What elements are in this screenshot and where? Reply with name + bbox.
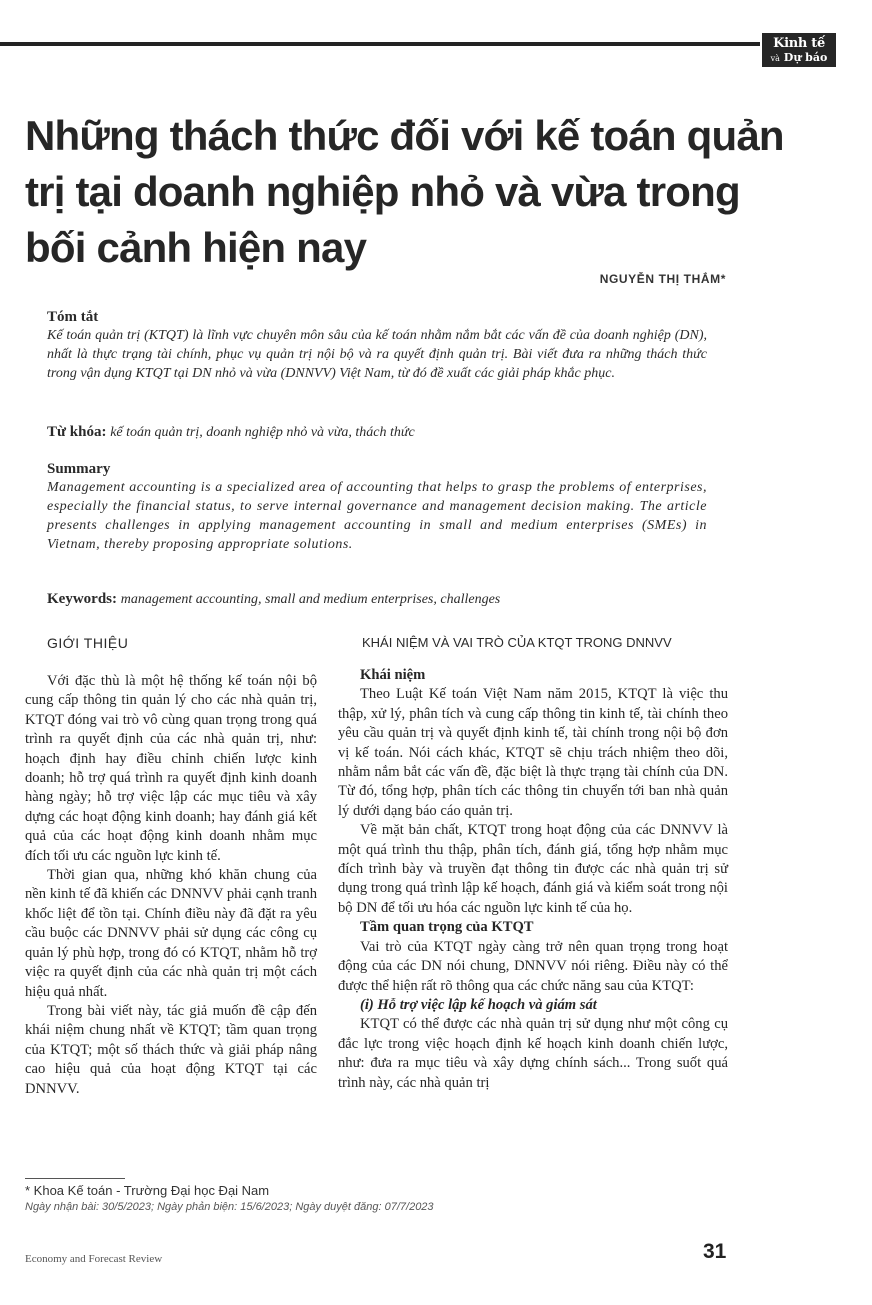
page-number: 31 xyxy=(703,1240,727,1263)
intro-paragraph-3: Trong bài viết này, tác giả muốn đề cập đến khái niệm chung nhất về KTQT; tầm quan trọng của KTQT; một số thách thức và giải pháp nâng cao hiệu quả của hoạt động KTQT tại các DNNVV. xyxy=(25,1002,317,1097)
logo-line1: Kinh tế xyxy=(773,36,825,51)
section-heading-intro: GIỚI THIỆU xyxy=(47,635,129,651)
logo-line2-text: Dự báo xyxy=(783,51,828,64)
abstract-en-heading: Summary xyxy=(47,461,111,477)
keywords-en-text: management accounting, small and medium enterprises, challenges xyxy=(120,592,501,607)
keywords-en xyxy=(47,590,707,609)
submission-dates: Ngày nhận bài: 30/5/2023; Ngày phản biện: 15/6/2023; Ngày duyệt đăng: 07/7/2023 xyxy=(25,1201,434,1213)
header-rule xyxy=(0,42,760,46)
footnote-rule xyxy=(25,1178,125,1179)
abstract-en xyxy=(47,460,707,554)
keywords-vi-label: Từ khóa: xyxy=(47,424,107,440)
abstract-en-text: Management accounting is a specialized area of accounting that helps to grasp the problems of enterprises, especially the financial status, to serve internal governance and management decision making. The article presents challenges in applying management accounting in small and medium enterprises (SMEs) in Vietnam, thereby proposing appropriate solutions. xyxy=(47,480,707,552)
subheading-planning: (i) Hỗ trợ việc lập kế hoạch và giám sát xyxy=(360,996,597,1013)
abstract-vi-heading: Tóm tắt xyxy=(47,309,99,325)
concept-paragraph-1: Theo Luật Kế toán Việt Nam năm 2015, KTQT là việc thu thập, xử lý, phân tích và cung cấp thông tin kinh tế, tài chính theo yêu cầu quản trị và quyết định kinh tế, tài chính trong nội bộ đơn vị kế toán. Nói cách khác, KTQT sẽ chịu trách nhiệm theo dõi, nhằm nắm bắt các vấn đề, đặc biệt là thực trạng tài chính của DN. Từ đó, tổng hợp, phân tích các thông tin chuyển tới ban nhà quản lý dưới dạng báo cáo quản trị. xyxy=(338,686,728,819)
keywords-vi-text: kế toán quản trị, doanh nghiệp nhỏ và vừa, thách thức xyxy=(110,425,415,440)
keywords-en-label: Keywords: xyxy=(47,591,117,607)
intro-paragraph-2: Thời gian qua, những khó khăn chung của nền kinh tế đã khiến các DNNVV phải cạnh tranh khốc liệt để tồn tại. Chính điều này đã đặt ra yêu cầu buộc các DNNVV phải sử dụng các công cụ quản lý phù hợp, trong đó có KTQT, nhằm hỗ trợ việc ra quyết định của các nhà quản trị một cách hiệu quả nhất. xyxy=(25,867,317,1000)
keywords-vi xyxy=(47,423,707,442)
journal-logo xyxy=(762,33,836,67)
concept-paragraph-2: Về mặt bản chất, KTQT trong hoạt động của các DNNVV là một quá trình thu thập, phân tích, đánh giá, tổng hợp nhằm mục đích trình bày và truyền đạt thông tin được các nhà quản trị sử dụng trong quá trình lập kế hoạch, đánh giá và kiểm soát trong nội bộ DN để tối ưu hóa các nguồn lực kinh tế của họ. xyxy=(338,822,728,916)
journal-name: Economy and Forecast Review xyxy=(25,1253,163,1265)
subheading-concept: Khái niệm xyxy=(360,667,426,683)
intro-paragraph-1: Với đặc thù là một hệ thống kế toán nội bộ cung cấp thông tin quản lý cho các nhà quản trị, KTQT đóng vai trò vô cùng quan trọng trong quá trình ra quyết định của các nhà quản trị, như: hoạch định hay điều chỉnh chiến lược kinh doanh; hỗ trợ quá trình ra quyết định kinh doanh hàng ngày; hỗ trợ việc lập các mục tiêu và xây dựng các hoạt động kinh doanh; hay đánh giá kết quả của các hoạt động kinh doanh nhằm mục đích tối ưu các nguồn lực kinh tế. xyxy=(25,673,317,864)
planning-paragraph: KTQT có thể được các nhà quản trị sử dụng như một công cụ đắc lực trong việc hoạch định kế hoạch kinh doanh chiến lược, như: đưa ra mục tiêu và xây dựng chính sách... Trong suốt quá trình này, các nhà quản trị xyxy=(338,1016,728,1091)
article-title: Những thách thức đối với kế toán quản trị tại doanh nghiệp nhỏ và vừa trong bối cảnh hiện nay xyxy=(25,112,784,271)
article-author: NGUYỄN THỊ THẮM* xyxy=(599,272,726,286)
abstract-vi xyxy=(47,308,707,383)
logo-line2 xyxy=(762,52,836,63)
section-heading-concept: KHÁI NIỆM VÀ VAI TRÒ CỦA KTQT TRONG DNNVV xyxy=(362,635,672,650)
right-column xyxy=(338,666,728,1093)
logo-line2-small: và xyxy=(770,54,780,63)
abstract-vi-text: Kế toán quản trị (KTQT) là lĩnh vực chuyên môn sâu của kế toán nhằm nắm bắt các vấn đề của doanh nghiệp (DN), nhất là thực trạng tài chính, phục vụ quản trị nội bộ và ra quyết định quản trị. Bài viết đưa ra những thách thức trong vận dụng KTQT tại DN nhỏ và vừa (DNNVV) Việt Nam, từ đó đề xuất các giải pháp khắc phục. xyxy=(47,328,707,381)
author-affiliation: * Khoa Kế toán - Trường Đại học Đại Nam xyxy=(25,1183,270,1198)
left-column xyxy=(25,672,317,1099)
importance-paragraph: Vai trò của KTQT ngày càng trở nên quan trọng trong hoạt động của các DN nói chung, DNNVV nói riêng. Điều này có thể được thể hiện rất rõ thông qua các chức năng sau của KTQT: xyxy=(338,938,728,994)
subheading-importance: Tầm quan trọng của KTQT xyxy=(360,919,534,936)
